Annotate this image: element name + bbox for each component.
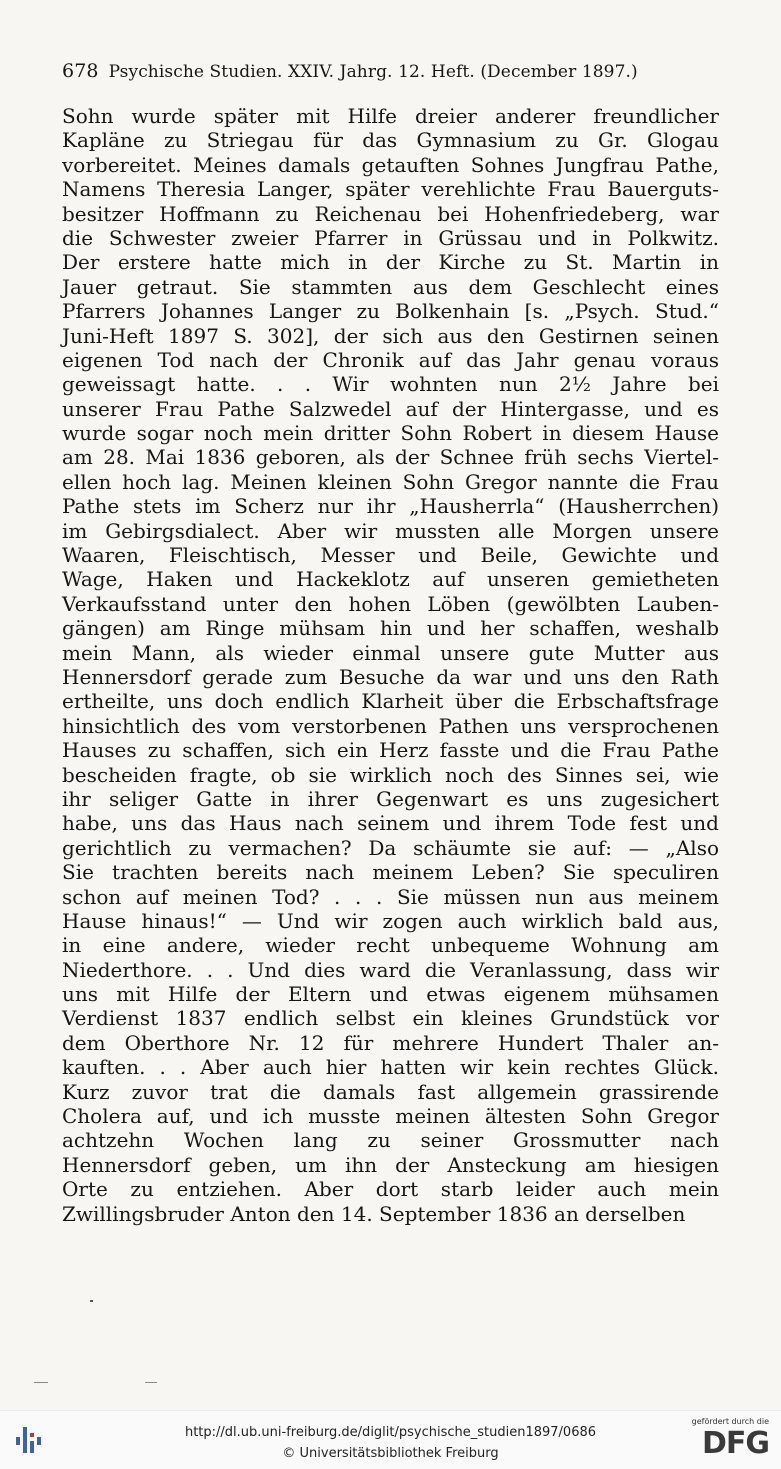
text-line: Der erstere hatte mich in der Kirche zu St. Martin in (62, 250, 719, 275)
text-line: hinsichtlich des vom verstorbenen Pathen uns versprochenen (62, 713, 719, 738)
text-line: Wage, Haken und Hackeklotz auf unseren gemietheten (62, 567, 719, 592)
text-line: dem Oberthore Nr. 12 für mehrere Hundert Thaler an- (62, 1030, 719, 1055)
text-line: Cholera auf, und ich musste meinen ältesten Sohn Gregor (62, 1104, 719, 1129)
text-line: wurde sogar noch mein dritter Sohn Robert in diesem Hause (62, 421, 719, 446)
copyright-text: © Universitätsbibliothek Freiburg (282, 1446, 499, 1461)
text-line: Pathe stets im Scherz nur ihr „Hausherrla“ (Hausherrchen) (62, 494, 719, 519)
text-line: ellen hoch lag. Meinen kleinen Sohn Gregor nannte die Frau (62, 469, 719, 494)
text-line: achtzehn Wochen lang zu seiner Grossmutter nach (62, 1128, 719, 1153)
body-text (62, 104, 719, 1226)
text-line: mein Mann, als wieder einmal unsere gute Mutter aus (62, 640, 719, 665)
scan-speck (34, 1382, 48, 1383)
running-title: Psychische Studien. XXIV. Jahrg. 12. Heft. (December 1897.) (108, 62, 638, 82)
scan-speck (145, 1382, 157, 1383)
text-line: uns mit Hilfe der Eltern und etwas eigenem mühsamen (62, 982, 719, 1007)
text-line: Niederthore. . . Und dies ward die Veranlassung, dass wir (62, 957, 719, 982)
dfg-logo: DFG (701, 1426, 769, 1461)
funding-note: gefördert durch die (691, 1417, 769, 1426)
text-line: Sohn wurde später mit Hilfe dreier anderer freundlicher (62, 104, 719, 128)
text-line: Zwillingsbruder Anton den 14. September 1836 an derselben (62, 1201, 686, 1226)
text-line: Pfarrers Johannes Langer zu Bolkenhain [s. „Psych. Stud.“ (62, 299, 719, 324)
text-line: Sie trachten bereits nach meinem Leben? Sie speculiren (62, 860, 719, 885)
text-line: unserer Frau Pathe Salzwedel auf der Hintergasse, und es (62, 396, 719, 421)
digitization-footer (0, 1410, 781, 1469)
text-line: Waaren, Fleischtisch, Messer und Beile, Gewichte und (62, 543, 719, 568)
text-line: Hennersdorf geben, um ihn der Ansteckung am hiesigen (62, 1152, 719, 1177)
text-line: kauften. . . Aber auch hier hatten wir kein rechtes Glück. (62, 1055, 719, 1080)
text-line: ertheilte, uns doch endlich Klarheit über die Erbschaftsfrage (62, 689, 719, 714)
text-line: gerichtlich zu vermachen? Da schäumte sie auf: — „Also (62, 835, 719, 860)
source-url-link[interactable]: http://dl.ub.uni-freiburg.de/diglit/psychische_studien1897/0686 (184, 1425, 597, 1440)
page-number: 678 (62, 60, 99, 82)
text-line: eigenen Tod nach der Chronik auf das Jahr genau voraus (62, 347, 719, 372)
text-line: Hause hinaus!“ — Und wir zogen auch wirklich bald aus, (62, 908, 719, 933)
text-line: Juni-Heft 1897 S. 302], der sich aus den Gestirnen seinen (62, 323, 719, 348)
text-line: vorbereitet. Meines damals getauften Sohnes Jungfrau Pathe, (62, 152, 719, 177)
text-line: geweissagt hatte. . . Wir wohnten nun 2½ Jahre bei (62, 372, 719, 397)
text-line: am 28. Mai 1836 geboren, als der Schnee früh sechs Viertel- (62, 445, 719, 470)
text-line: in eine andere, wieder recht unbequeme Wohnung am (62, 933, 719, 958)
text-line: Namens Theresia Langer, später verehlichte Frau Bauerguts- (62, 177, 719, 202)
text-line: Kurz zuvor trat die damals fast allgemein grassirende (62, 1079, 719, 1104)
text-line: Hennersdorf gerade zum Besuche da war und uns den Rath (62, 664, 719, 689)
text-line: die Schwester zweier Pfarrer in Grüssau und in Polkwitz. (62, 225, 719, 250)
text-line: schon auf meinen Tod? . . . Sie müssen nun aus meinem (62, 884, 719, 909)
text-line: Jauer getraut. Sie stammten aus dem Geschlecht eines (62, 274, 719, 299)
scan-speck (90, 1300, 93, 1302)
text-line: bescheiden fragte, ob sie wirklich noch des Sinnes sei, wie (62, 762, 719, 787)
text-line: besitzer Hoffmann zu Reichenau bei Hohenfriedeberg, war (62, 201, 719, 226)
text-line: Hauses zu schaffen, sich ein Herz fasste und die Frau Pathe (62, 738, 719, 763)
text-line: Verkaufsstand unter den hohen Löben (gewölbten Lauben- (62, 591, 719, 616)
text-line: Verdienst 1837 endlich selbst ein kleines Grundstück vor (62, 1006, 719, 1031)
text-line: Kapläne zu Striegau für das Gymnasium zu Gr. Glogau (62, 128, 719, 153)
text-line: ihr seliger Gatte in ihrer Gegenwart es uns zugesichert (62, 786, 719, 811)
running-header (62, 60, 724, 82)
text-line: gängen) am Ringe mühsam hin und her schaffen, weshalb (62, 616, 719, 641)
text-line: Orte zu entziehen. Aber dort starb leider auch mein (62, 1177, 719, 1202)
text-line: im Gebirgsdialect. Aber wir mussten alle Morgen unsere (62, 518, 719, 543)
text-line: habe, uns das Haus nach seinem und ihrem Tode fest und (62, 811, 719, 836)
